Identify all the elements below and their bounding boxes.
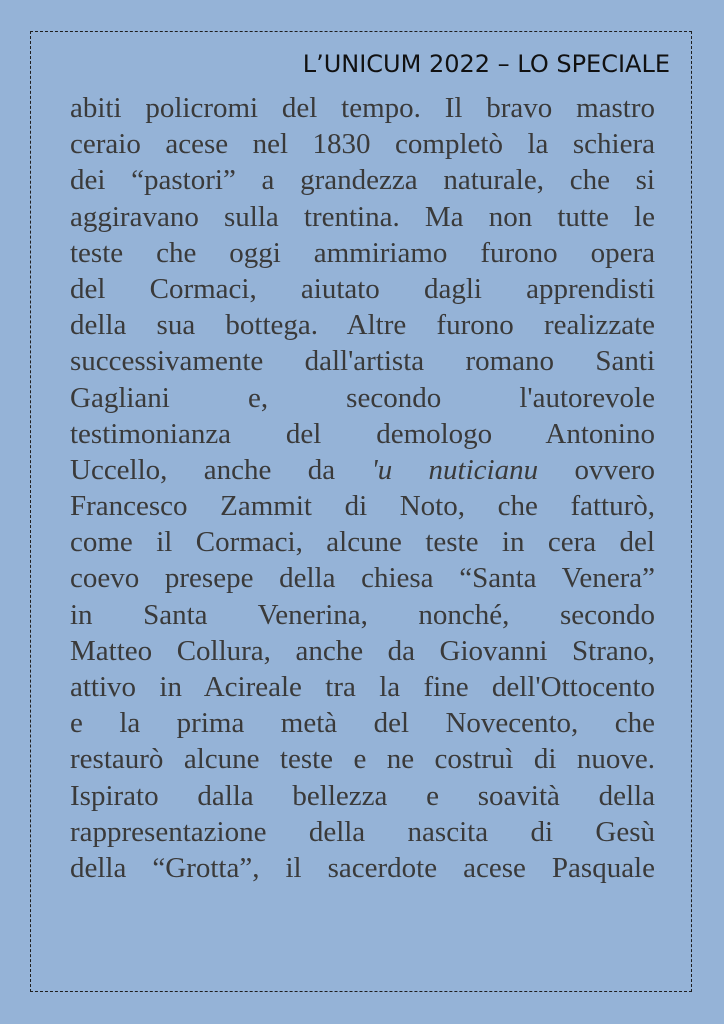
text-line: aggiravano sulla trentina. Ma non tutte le	[70, 200, 655, 233]
text-line: successivamente dall'artista romano Santi	[70, 345, 655, 378]
text-line: Francesco Zammit di Noto, che fatturò,	[70, 490, 655, 523]
text-line: della “Grotta”, il sacerdote acese Pasquale	[70, 851, 655, 884]
text-line: in Santa Venerina, nonché, secondo	[70, 598, 655, 631]
text-line: Ispirato dalla bellezza e soavità della	[70, 779, 655, 812]
text-line: attivo in Acireale tra la fine dell'Ottocento	[70, 671, 655, 703]
text-line: del Cormaci, aiutato dagli apprendisti	[70, 272, 655, 305]
text-line: rappresentazione della nascita di Gesù	[70, 815, 655, 848]
text-line: della sua bottega. Altre furono realizzate	[70, 309, 655, 342]
section-header: L’UNICUM 2022 – LO SPECIALE	[302, 50, 670, 78]
text-line: coevo presepe della chiesa “Santa Venera”	[70, 562, 655, 595]
italic-term: 'u nuticianu	[371, 453, 539, 486]
text-line: Gagliani e, secondo l'autorevole	[70, 381, 655, 414]
text-segment: Uccello, anche da	[70, 453, 336, 486]
text-line: come il Cormaci, alcune teste in cera del	[70, 526, 655, 559]
article-body	[70, 90, 655, 886]
text-line: testimonianza del demologo Antonino	[70, 417, 655, 450]
text-line: teste che oggi ammiriamo furono opera	[70, 236, 655, 269]
text-segment: ovvero	[574, 453, 655, 486]
text-line: abiti policromi del tempo. Il bravo mastro	[70, 92, 655, 124]
text-line: ceraio acese nel 1830 completò la schiera	[70, 128, 655, 161]
text-line: Matteo Collura, anche da Giovanni Strano,	[70, 634, 655, 667]
text-line: dei “pastori” a grandezza naturale, che si	[70, 164, 655, 197]
text-line-mixed	[70, 452, 655, 488]
text-line: e la prima metà del Novecento, che	[70, 707, 655, 740]
text-line: restaurò alcune teste e ne costruì di nuove.	[70, 743, 655, 776]
